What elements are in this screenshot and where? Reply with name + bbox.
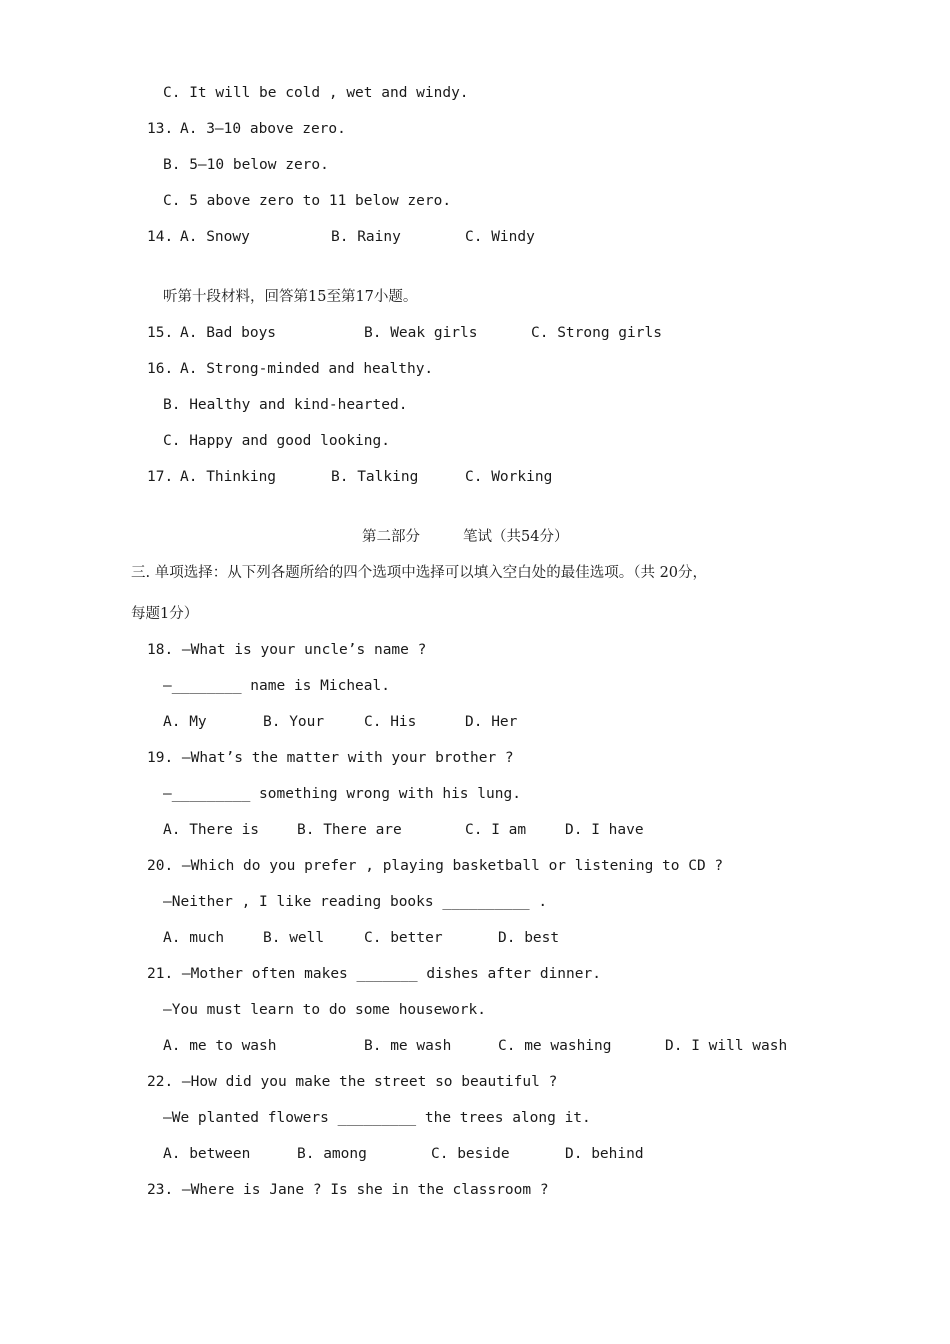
q16-option-a: A. Strong-minded and healthy. [180,361,434,377]
q15-number: 15. [147,325,174,341]
q13-option-b: B. 5—10 below zero. [163,157,329,173]
section10-instruction: 听第十段材料，回答第15至第17小题。 [163,289,418,305]
q22-option-b: B. among [297,1146,367,1162]
q18-option-d: D. Her [465,714,518,730]
q19-option-b: B. There are [297,822,402,838]
q14-option-a: A. Snowy [180,229,250,245]
q15-option-a: A. Bad boys [180,325,277,341]
q21-question: 21. —Mother often makes _______ dishes after dinner. [147,966,601,982]
q19-response: —_________ something wrong with his lung. [163,786,521,802]
q13-option-a: A. 3—10 above zero. [180,121,346,137]
q14-option-b: B. Rainy [331,229,401,245]
q13-number: 13. [147,121,174,137]
section3-instruction-line2: 每题1分） [131,606,199,622]
q19-option-a: A. There is [163,822,260,838]
q17-option-a: A. Thinking [180,469,277,485]
q22-option-d: D. behind [565,1146,644,1162]
part2-heading-left: 第二部分 [362,529,420,545]
q20-option-d: D. best [498,930,560,946]
q20-response: —Neither , I like reading books __________ . [163,894,548,910]
q15-option-c: C. Strong girls [531,325,662,341]
q19-question: 19. —What’s the matter with your brother ? [147,750,514,766]
q21-option-b: B. me wash [364,1038,452,1054]
q14-number: 14. [147,229,174,245]
q18-option-c: C. His [364,714,417,730]
q18-response: —________ name is Micheal. [163,678,390,694]
q20-question: 20. —Which do you prefer , playing basketball or listening to CD ? [147,858,724,874]
q16-option-c: C. Happy and good looking. [163,433,390,449]
q16-number: 16. [147,361,174,377]
part2-heading-right: 笔试（共54分） [463,529,569,545]
q19-option-c: C. I am [465,822,527,838]
q21-option-d: D. I will wash [665,1038,788,1054]
q21-option-a: A. me to wash [163,1038,277,1054]
q23-question: 23. —Where is Jane ? Is she in the classroom ? [147,1182,549,1198]
q13-option-c: C. 5 above zero to 11 below zero. [163,193,452,209]
q21-response: —You must learn to do some housework. [163,1002,487,1018]
q18-option-a: A. My [163,714,207,730]
q17-option-c: C. Working [465,469,553,485]
q21-option-c: C. me washing [498,1038,612,1054]
q18-option-b: B. Your [263,714,325,730]
q17-option-b: B. Talking [331,469,419,485]
q15-option-b: B. Weak girls [364,325,478,341]
section3-instruction-line1: 三. 单项选择：从下列各题所给的四个选项中选择可以填入空白处的最佳选项。（共 20分， [131,565,708,581]
q20-option-a: A. much [163,930,225,946]
q19-option-d: D. I have [565,822,644,838]
q16-option-b: B. Healthy and kind-hearted. [163,397,408,413]
q22-option-c: C. beside [431,1146,510,1162]
q17-number: 17. [147,469,174,485]
q12-option-c: C. It will be cold , wet and windy. [163,85,469,101]
q22-option-a: A. between [163,1146,251,1162]
q22-response: —We planted flowers _________ the trees along it. [163,1110,591,1126]
q18-question: 18. —What is your uncle’s name ? [147,642,427,658]
q20-option-b: B. well [263,930,325,946]
q14-option-c: C. Windy [465,229,535,245]
q20-option-c: C. better [364,930,443,946]
q22-question: 22. —How did you make the street so beautiful ? [147,1074,558,1090]
